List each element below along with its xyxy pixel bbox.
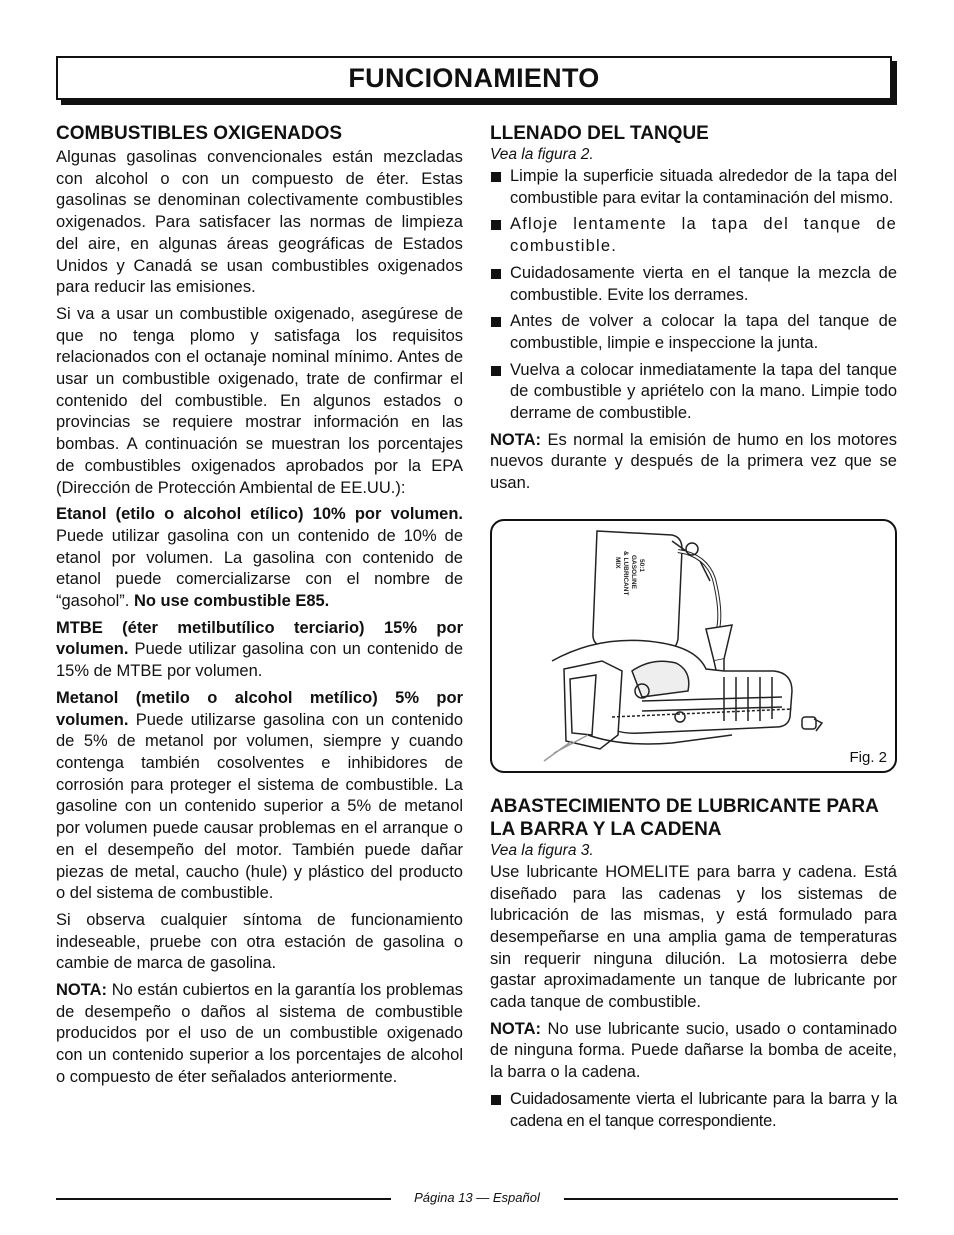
figure-2 bbox=[490, 519, 897, 773]
fuel-can-icon bbox=[593, 531, 719, 651]
svg-text:50:1: 50:1 bbox=[638, 558, 645, 572]
metanol-text: Puede utilizarse gasolina con un contenido de 5% de metanol por volumen, siempre y cuando contenga también cosolventes e inhibidores de corrosión para proteger el sistema de combustible. La gasoline con un contenido superior a 5% de metanol por volumen puede causar problemas en el arranque o en el desempeño del motor. También puede dañar piezas de metal, caucho (hule) y plástico del producto o del sistema de combustible. bbox=[56, 710, 463, 903]
svg-text:MIX: MIX bbox=[614, 556, 621, 569]
paragraph-metanol bbox=[56, 688, 463, 905]
chainsaw-fueling-illustration bbox=[492, 521, 895, 771]
paragraph-intro: Algunas gasolinas convencionales están mezcladas con alcohol o con un compuesto de éter. Estas gasolinas se denominan colectivamente combustibles oxigenados. Para satisfacer las normas de limpieza del aire, en algunas áreas geográficas de Estados Unidos y Canadá se usan combustibles oxigenados para reducir las emisiones. bbox=[56, 148, 463, 297]
note-text: Es normal la emisión de humo en los motores nuevos durante y después de la primera vez que se usan. bbox=[490, 430, 897, 493]
note-label: NOTA: bbox=[56, 981, 108, 1000]
square-bullet-icon bbox=[491, 269, 501, 279]
paragraph-etanol bbox=[56, 504, 463, 613]
paragraph-symptoms: Si observa cualquier síntoma de funcionamiento indeseable, pruebe con otra estación de gasolina o cambie de marca de gasolina. bbox=[56, 910, 463, 973]
list-item: Cuidadosamente vierta en el tanque la mezcla de combustible. Evite los derrames. bbox=[490, 263, 897, 306]
list-item: Limpie la superficie situada alrededor de la tapa del combustible para evitar la contaminación del mismo. bbox=[490, 166, 897, 209]
note-text: No están cubiertos en la garantía los problemas de desempeño o daños al sistema de combustible producidos por el uso de un combustible oxigenado con un contenido superior a los porcentajes de alcohol o compuesto de éter señalados anteriormente. bbox=[56, 981, 463, 1086]
paragraph-lubricant: Use lubricante HOMELITE para barra y cadena. Está diseñado para las cadenas y los sistemas de lubricación de las mismas, y está formulado para desempeñarse en una amplia gama de temperaturas sin requerir ninguna dilución. La motosierra debe gastar aproximadamente un tanque de lubricante por cada tanque de combustible. bbox=[490, 862, 897, 1012]
heading-llenado: LLENADO DEL TANQUE bbox=[490, 123, 709, 144]
note-text: No use lubricante sucio, usado o contaminado de ninguna forma. Puede dañarse la bomba de aceite, la barra o la cadena. bbox=[490, 1019, 897, 1082]
page-title: FUNCIONAMIENTO bbox=[348, 63, 600, 93]
mtbe-label: MTBE (éter metilbutílico terciario) 15% por volumen. bbox=[56, 618, 463, 659]
list-item: Vuelva a colocar inmediatamente la tapa del tanque de combustible y apriételo con la mano. Limpie todo derrame de combustible. bbox=[490, 360, 897, 425]
svg-text:GASOLINE: GASOLINE bbox=[630, 554, 637, 589]
paragraph-oxygenated-use: Si va a usar un combustible oxigenado, asegúrese de que no tenga plomo y satisfaga los requisitos relacionados con el octanaje nominal mínimo. Antes de usar un combustible oxigenado, trate de confirmar el contenido del combustible. En algunos estados o provincias se requiere mostrar información en las bombas. A continuación se muestran los porcentajes de combustibles oxigenados aprobados por la EPA (Dirección de Protección Ambiental de EE.UU.): bbox=[56, 304, 463, 497]
note-label: NOTA: bbox=[490, 430, 542, 449]
heading-lubricante: ABASTECIMIENTO DE LUBRICANTE PARA LA BARRA Y LA CADENA bbox=[490, 795, 879, 840]
title-banner bbox=[56, 56, 892, 100]
figure-label: Fig. 2 bbox=[849, 748, 887, 766]
left-column bbox=[56, 122, 463, 1094]
etanol-warning: No use combustible E85. bbox=[133, 592, 330, 611]
metanol-label: Metanol (metilo o alcohol metílico) 5% por volumen. bbox=[56, 688, 463, 729]
square-bullet-icon bbox=[491, 172, 501, 182]
square-bullet-icon bbox=[491, 220, 501, 230]
list-item: Cuidadosamente vierta el lubricante para la barra y la cadena en el tanque correspondiente. bbox=[490, 1089, 897, 1132]
page-number: Página 13 — Español bbox=[407, 1190, 547, 1205]
note-warranty bbox=[56, 980, 463, 1089]
fill-steps-list bbox=[490, 166, 897, 425]
square-bullet-icon bbox=[491, 366, 501, 376]
right-column bbox=[490, 122, 897, 1137]
list-item: Antes de volver a colocar la tapa del tanque de combustible, limpie e inspeccione la junta. bbox=[490, 311, 897, 354]
note-lubricant bbox=[490, 1019, 897, 1084]
note-label: NOTA: bbox=[490, 1019, 542, 1038]
figure-reference: Vea la figura 3. bbox=[490, 841, 594, 859]
square-bullet-icon bbox=[491, 317, 501, 327]
page-footer bbox=[56, 1190, 898, 1204]
square-bullet-icon bbox=[491, 1095, 501, 1105]
chainsaw-icon bbox=[544, 640, 822, 761]
mtbe-text: Puede utilizar gasolina con un contenido de 15% de MTBE por volumen. bbox=[56, 640, 463, 681]
etanol-text: Puede utilizar gasolina con un contenido de 10% de etanol por volumen. La gasolina con contenido de etanol puede comercializarse con el nombre de “gasohol”. bbox=[56, 526, 463, 611]
figure-reference: Vea la figura 2. bbox=[490, 146, 594, 163]
lubricant-steps-list bbox=[490, 1089, 897, 1132]
note-smoke bbox=[490, 430, 897, 495]
svg-text:& LUBRICANT: & LUBRICANT bbox=[622, 550, 629, 596]
etanol-label: Etanol (etilo o alcohol etílico) 10% por volumen. bbox=[56, 505, 463, 524]
heading-combustibles: COMBUSTIBLES OXIGENADOS bbox=[56, 123, 343, 144]
list-item: Afloje lentamente la tapa del tanque de combustible. bbox=[490, 214, 897, 257]
paragraph-mtbe bbox=[56, 618, 463, 683]
